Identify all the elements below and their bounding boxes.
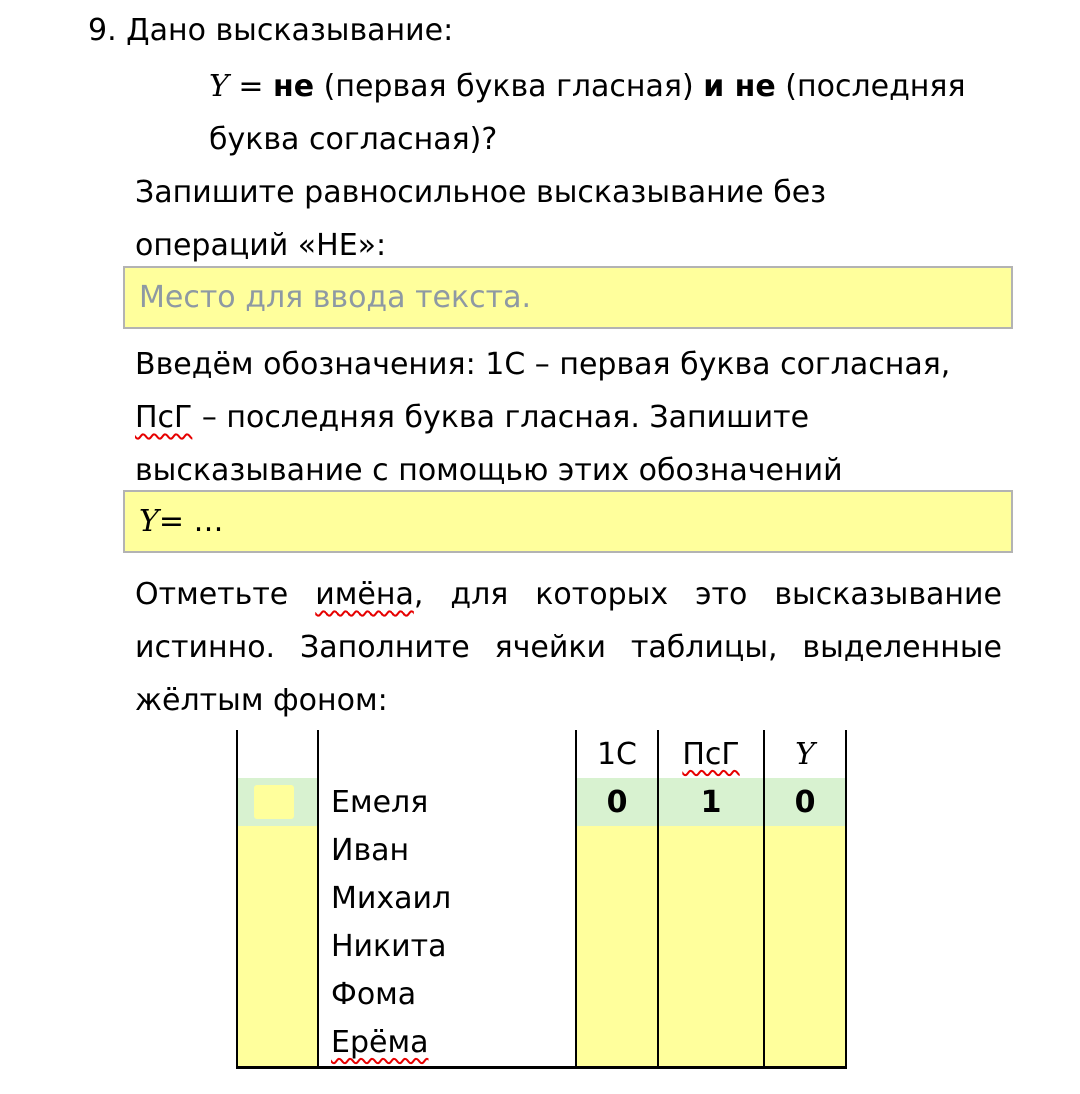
value-cell-psg[interactable]: 1 [659, 778, 765, 826]
value-cell-1c[interactable] [577, 826, 659, 874]
value-cell-1c[interactable] [577, 1018, 659, 1066]
name-cell [319, 1018, 577, 1066]
task2-line-1: Введём обозначения: 1С – первая буква согласная, [135, 347, 951, 382]
task1-line-2: операций «НЕ»: [135, 228, 387, 263]
answer-input-formula[interactable] [123, 490, 1013, 553]
task1-line-1: Запишите равносильное высказывание без [135, 175, 827, 210]
checkbox-cell[interactable] [238, 826, 319, 874]
header-checkbox-cell [238, 730, 319, 778]
value-cell-y[interactable]: 0 [765, 778, 847, 826]
value-cell-y[interactable] [765, 826, 847, 874]
task2-psg-word: ПсГ [135, 400, 193, 435]
name-cell: Иван [319, 826, 577, 874]
formula-variable-y: Y [209, 69, 229, 104]
answer-input-text[interactable] [123, 266, 1013, 329]
task3-line-3: жёлтым фоном: [135, 683, 388, 718]
value-cell-y[interactable] [765, 970, 847, 1018]
header-col-1c: 1С [577, 730, 659, 778]
header-col-psg [659, 730, 765, 778]
name-cell: Михаил [319, 874, 577, 922]
question-title: 9. Дано высказывание: [88, 13, 454, 48]
checkbox-cell[interactable] [238, 874, 319, 922]
task3-text [135, 568, 1002, 727]
task3-names-word: имёна [315, 577, 414, 612]
value-cell-psg[interactable] [659, 970, 765, 1018]
name-cell: Никита [319, 922, 577, 970]
task1-text [135, 166, 826, 272]
value-cell-y[interactable] [765, 922, 847, 970]
answer-formula-y: Y [139, 504, 159, 539]
formula-middle: (первая буква гласная) [314, 69, 704, 104]
task3-line-1-a: Отметьте [135, 577, 316, 612]
value-cell-1c[interactable] [577, 970, 659, 1018]
name-cell: Емеля [319, 778, 577, 826]
checkbox-cell[interactable] [238, 778, 319, 826]
checkbox-cell[interactable] [238, 970, 319, 1018]
task2-line-3: высказывание с помощью этих обозначений [135, 453, 843, 488]
name-cell: Фома [319, 970, 577, 1018]
header-psg-label: ПсГ [682, 736, 740, 772]
formula-equals: = [228, 69, 274, 104]
value-cell-1c[interactable] [577, 874, 659, 922]
checkbox-marker[interactable] [254, 785, 294, 819]
header-col-y: Y [765, 730, 847, 778]
formula-line-2: буква согласная)? [209, 122, 498, 157]
checkbox-cell[interactable] [238, 1018, 319, 1066]
header-name-cell [319, 730, 577, 778]
name-label: Ерёма [331, 1024, 429, 1060]
formula-tail: (последняя [775, 69, 966, 104]
value-cell-psg[interactable] [659, 874, 765, 922]
value-cell-1c[interactable] [577, 922, 659, 970]
formula-not-1: не [273, 69, 315, 104]
value-cell-1c[interactable]: 0 [577, 778, 659, 826]
formula-line-1 [209, 60, 966, 113]
task3-line-2: истинно. Заполните ячейки таблицы, выделенные [135, 630, 1002, 665]
task2-line-2-rest: – последняя буква гласная. Запишите [192, 400, 810, 435]
checkbox-cell[interactable] [238, 922, 319, 970]
formula-and-not: и не [703, 69, 776, 104]
answers-table [236, 730, 847, 1069]
task3-line-1 [135, 568, 1002, 621]
task2-line-2 [135, 391, 950, 444]
value-cell-y[interactable] [765, 874, 847, 922]
value-cell-psg[interactable] [659, 1018, 765, 1066]
task2-text [135, 338, 950, 497]
value-cell-psg[interactable] [659, 826, 765, 874]
value-cell-psg[interactable] [659, 922, 765, 970]
answer-formula-rest: = … [158, 504, 224, 539]
statement-formula [209, 60, 966, 166]
task3-line-1-b: , для которых это высказывание [413, 577, 1002, 612]
value-cell-y[interactable] [765, 1018, 847, 1066]
